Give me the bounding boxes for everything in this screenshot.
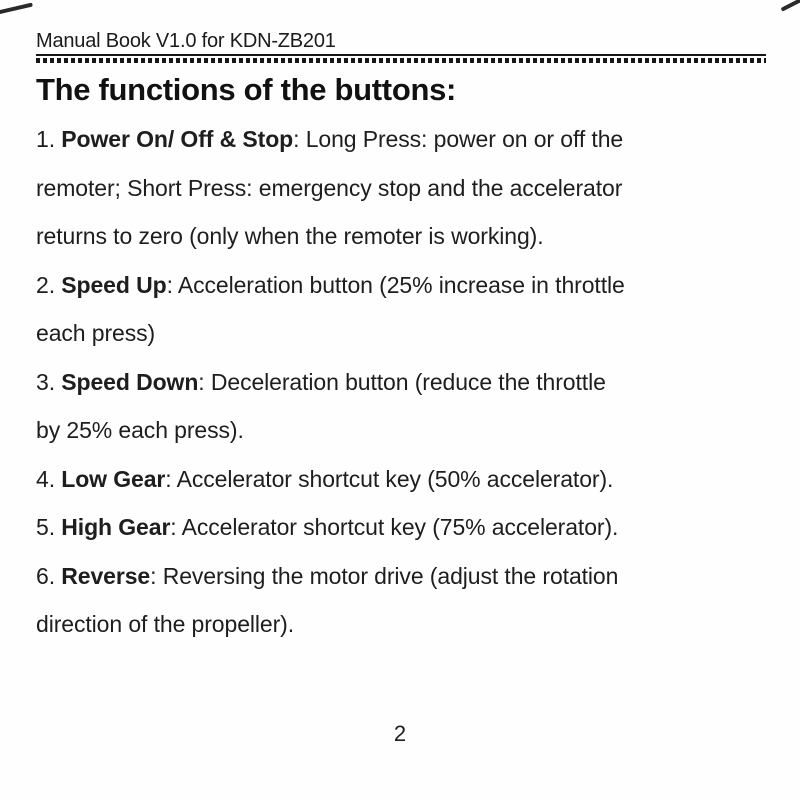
- item-number: 5.: [36, 514, 55, 540]
- item-line: : Deceleration button (reduce the throttle: [198, 368, 606, 395]
- item-label: High Gear: [61, 514, 171, 540]
- item-line: returns to zero (only when the remoter is working).: [36, 223, 544, 249]
- scan-artifact-top-right: [781, 0, 800, 12]
- item-line: direction of the propeller).: [36, 611, 295, 637]
- item-number: 6.: [36, 562, 55, 589]
- list-item-power: [36, 115, 766, 261]
- page-number: 2: [393, 721, 407, 746]
- item-line: : Accelerator shortcut key (75% accelerator).: [170, 514, 619, 540]
- list-item-speed-up: [36, 261, 766, 358]
- list-item-reverse: [36, 552, 766, 649]
- button-function-list: [36, 115, 766, 649]
- header-title: Manual Book V1.0 for KDN-ZB201: [36, 30, 336, 52]
- item-number: 1.: [36, 126, 55, 152]
- item-line: : Acceleration button (25% increase in throttle: [166, 271, 625, 298]
- item-line: remoter; Short Press: emergency stop and the accelerator: [36, 174, 623, 201]
- item-number: 4.: [36, 465, 55, 492]
- item-line: : Reversing the motor drive (adjust the rotation: [150, 562, 619, 589]
- item-line: : Long Press: power on or off the: [293, 126, 624, 152]
- list-item-high-gear: [36, 503, 766, 552]
- item-number: 3.: [36, 368, 55, 395]
- scan-artifact-top-left: [0, 3, 33, 16]
- item-number: 2.: [36, 271, 55, 298]
- item-line: : Accelerator shortcut key (50% accelerator).: [165, 465, 614, 492]
- page-heading: The functions of the buttons:: [36, 72, 457, 107]
- item-label: Speed Up: [61, 271, 167, 298]
- list-item-low-gear: [36, 455, 766, 504]
- page-content: [36, 0, 766, 649]
- list-item-speed-down: [36, 358, 766, 455]
- item-label: Low Gear: [61, 465, 166, 492]
- header-divider: [36, 54, 766, 63]
- item-label: Power On/ Off & Stop: [61, 126, 294, 152]
- item-line: each press): [36, 320, 156, 346]
- item-line: by 25% each press).: [36, 417, 244, 443]
- item-label: Speed Down: [61, 368, 199, 395]
- item-label: Reverse: [61, 562, 151, 589]
